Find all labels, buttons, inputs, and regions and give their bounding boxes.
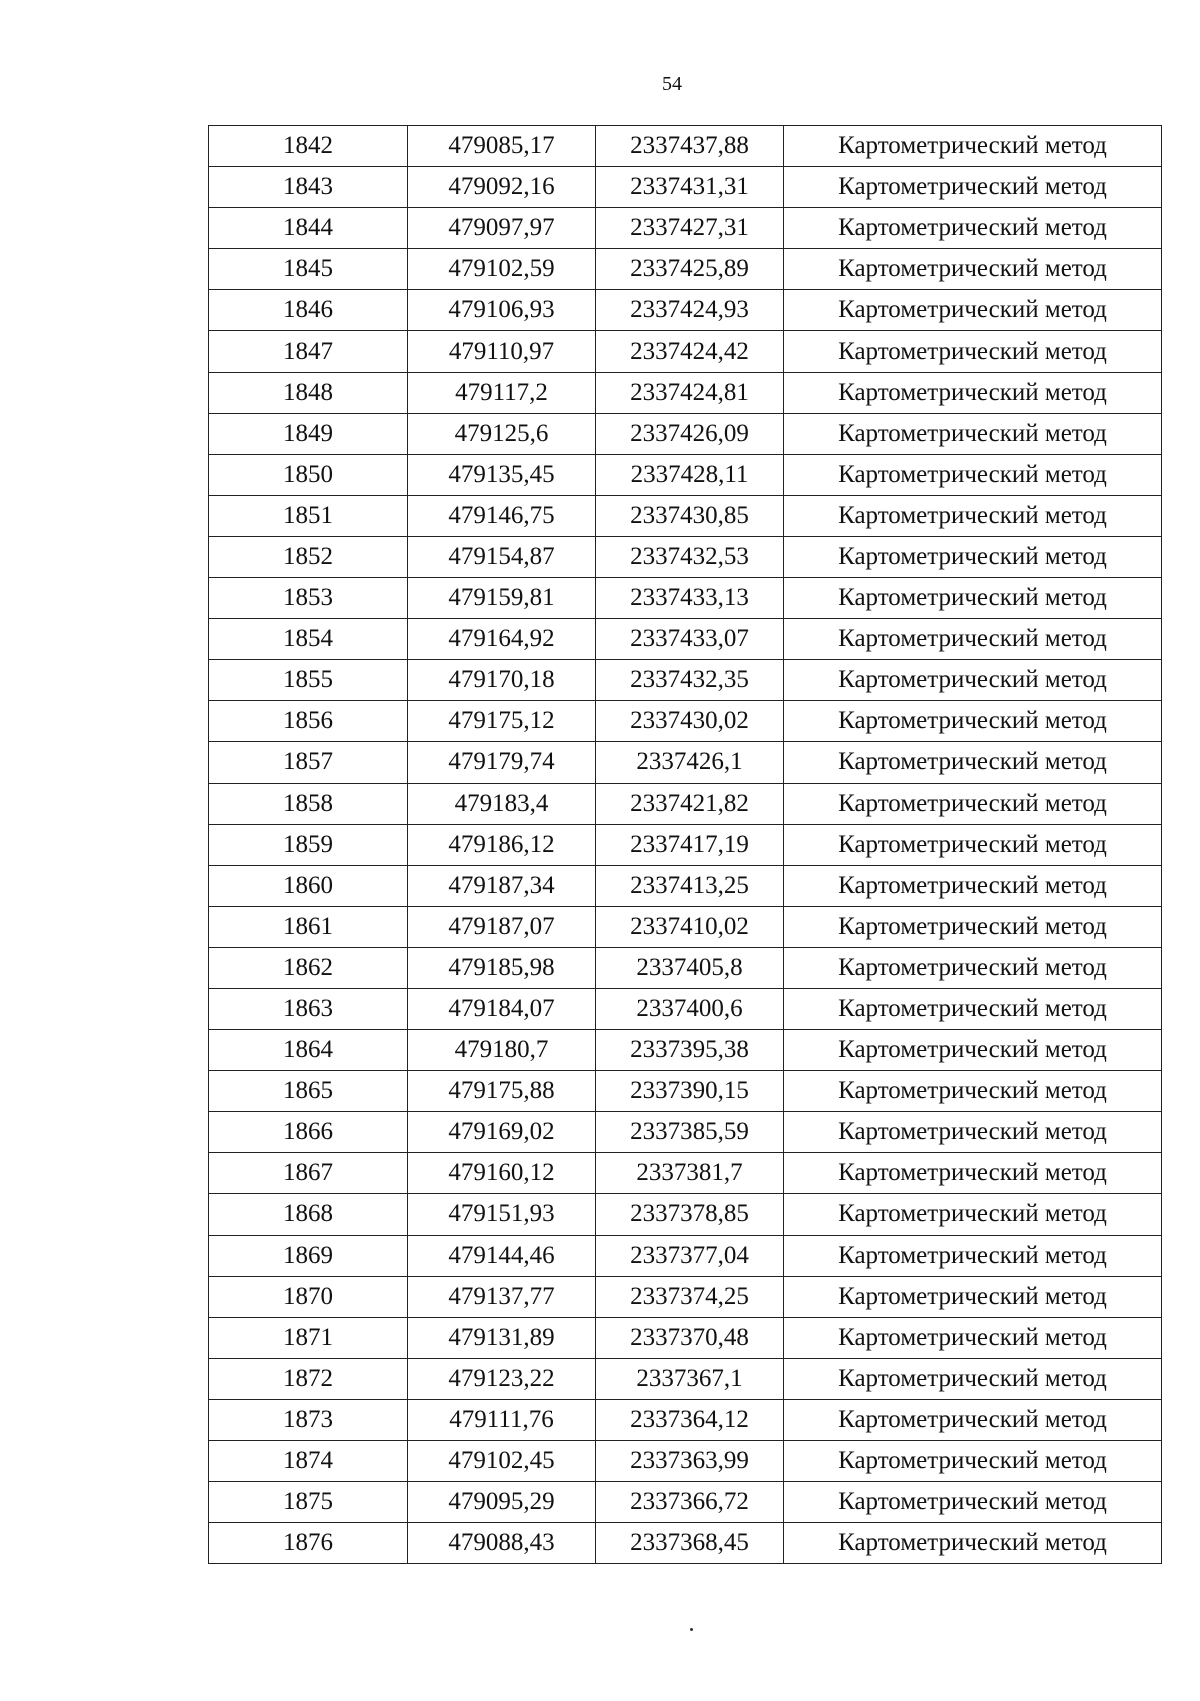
y-coordinate-cell: 2337426,09 xyxy=(596,413,784,454)
x-coordinate-cell: 479187,34 xyxy=(408,865,596,906)
method-cell: Картометрический метод xyxy=(784,249,1162,290)
table-row xyxy=(209,454,1162,495)
table-row xyxy=(209,1441,1162,1482)
point-number-cell: 1863 xyxy=(209,988,408,1029)
x-coordinate-cell: 479186,12 xyxy=(408,824,596,865)
table-row xyxy=(209,1071,1162,1112)
y-coordinate-cell: 2337395,38 xyxy=(596,1030,784,1071)
y-coordinate-cell: 2337425,89 xyxy=(596,249,784,290)
method-cell: Картометрический метод xyxy=(784,1523,1162,1564)
method-cell: Картометрический метод xyxy=(784,167,1162,208)
x-coordinate-cell: 479102,59 xyxy=(408,249,596,290)
method-cell: Картометрический метод xyxy=(784,701,1162,742)
method-cell: Картометрический метод xyxy=(784,1399,1162,1440)
x-coordinate-cell: 479092,16 xyxy=(408,167,596,208)
method-cell: Картометрический метод xyxy=(784,660,1162,701)
y-coordinate-cell: 2337437,88 xyxy=(596,126,784,167)
x-coordinate-cell: 479184,07 xyxy=(408,988,596,1029)
x-coordinate-cell: 479151,93 xyxy=(408,1194,596,1235)
y-coordinate-cell: 2337413,25 xyxy=(596,865,784,906)
y-coordinate-cell: 2337410,02 xyxy=(596,906,784,947)
x-coordinate-cell: 479159,81 xyxy=(408,578,596,619)
point-number-cell: 1871 xyxy=(209,1317,408,1358)
x-coordinate-cell: 479175,88 xyxy=(408,1071,596,1112)
table-row xyxy=(209,1194,1162,1235)
y-coordinate-cell: 2337385,59 xyxy=(596,1112,784,1153)
point-number-cell: 1856 xyxy=(209,701,408,742)
method-cell: Картометрический метод xyxy=(784,413,1162,454)
point-number-cell: 1848 xyxy=(209,372,408,413)
method-cell: Картометрический метод xyxy=(784,372,1162,413)
y-coordinate-cell: 2337421,82 xyxy=(596,783,784,824)
table-row xyxy=(209,1482,1162,1523)
x-coordinate-cell: 479154,87 xyxy=(408,536,596,577)
method-cell: Картометрический метод xyxy=(784,331,1162,372)
x-coordinate-cell: 479135,45 xyxy=(408,454,596,495)
point-number-cell: 1853 xyxy=(209,578,408,619)
table-row xyxy=(209,1358,1162,1399)
method-cell: Картометрический метод xyxy=(784,1030,1162,1071)
x-coordinate-cell: 479085,17 xyxy=(408,126,596,167)
x-coordinate-cell: 479102,45 xyxy=(408,1441,596,1482)
page-number: 54 xyxy=(662,73,682,95)
y-coordinate-cell: 2337430,02 xyxy=(596,701,784,742)
table-row xyxy=(209,701,1162,742)
point-number-cell: 1872 xyxy=(209,1358,408,1399)
point-number-cell: 1869 xyxy=(209,1235,408,1276)
y-coordinate-cell: 2337432,35 xyxy=(596,660,784,701)
point-number-cell: 1865 xyxy=(209,1071,408,1112)
method-cell: Картометрический метод xyxy=(784,208,1162,249)
method-cell: Картометрический метод xyxy=(784,947,1162,988)
table-row xyxy=(209,495,1162,536)
x-coordinate-cell: 479111,76 xyxy=(408,1399,596,1440)
y-coordinate-cell: 2337374,25 xyxy=(596,1276,784,1317)
point-number-cell: 1876 xyxy=(209,1523,408,1564)
point-number-cell: 1847 xyxy=(209,331,408,372)
table-row xyxy=(209,824,1162,865)
point-number-cell: 1845 xyxy=(209,249,408,290)
table-row xyxy=(209,1235,1162,1276)
y-coordinate-cell: 2337424,81 xyxy=(596,372,784,413)
method-cell: Картометрический метод xyxy=(784,1235,1162,1276)
table-row xyxy=(209,906,1162,947)
method-cell: Картометрический метод xyxy=(784,1194,1162,1235)
method-cell: Картометрический метод xyxy=(784,742,1162,783)
y-coordinate-cell: 2337428,11 xyxy=(596,454,784,495)
method-cell: Картометрический метод xyxy=(784,495,1162,536)
table-row xyxy=(209,865,1162,906)
y-coordinate-cell: 2337367,1 xyxy=(596,1358,784,1399)
method-cell: Картометрический метод xyxy=(784,1153,1162,1194)
y-coordinate-cell: 2337427,31 xyxy=(596,208,784,249)
x-coordinate-cell: 479179,74 xyxy=(408,742,596,783)
point-number-cell: 1852 xyxy=(209,536,408,577)
y-coordinate-cell: 2337370,48 xyxy=(596,1317,784,1358)
y-coordinate-cell: 2337363,99 xyxy=(596,1441,784,1482)
table-row xyxy=(209,290,1162,331)
y-coordinate-cell: 2337364,12 xyxy=(596,1399,784,1440)
point-number-cell: 1854 xyxy=(209,619,408,660)
table-row xyxy=(209,947,1162,988)
point-number-cell: 1849 xyxy=(209,413,408,454)
x-coordinate-cell: 479095,29 xyxy=(408,1482,596,1523)
y-coordinate-cell: 2337424,42 xyxy=(596,331,784,372)
point-number-cell: 1850 xyxy=(209,454,408,495)
y-coordinate-cell: 2337424,93 xyxy=(596,290,784,331)
point-number-cell: 1864 xyxy=(209,1030,408,1071)
table-row xyxy=(209,742,1162,783)
table-row xyxy=(209,619,1162,660)
point-number-cell: 1873 xyxy=(209,1399,408,1440)
y-coordinate-cell: 2337431,31 xyxy=(596,167,784,208)
table-row xyxy=(209,372,1162,413)
x-coordinate-cell: 479170,18 xyxy=(408,660,596,701)
y-coordinate-cell: 2337433,07 xyxy=(596,619,784,660)
coordinates-table xyxy=(208,125,1162,1564)
method-cell: Картометрический метод xyxy=(784,578,1162,619)
x-coordinate-cell: 479123,22 xyxy=(408,1358,596,1399)
table-row xyxy=(209,1112,1162,1153)
point-number-cell: 1842 xyxy=(209,126,408,167)
point-number-cell: 1857 xyxy=(209,742,408,783)
method-cell: Картометрический метод xyxy=(784,619,1162,660)
stray-mark xyxy=(690,1628,693,1631)
x-coordinate-cell: 479183,4 xyxy=(408,783,596,824)
x-coordinate-cell: 479106,93 xyxy=(408,290,596,331)
method-cell: Картометрический метод xyxy=(784,988,1162,1029)
point-number-cell: 1851 xyxy=(209,495,408,536)
point-number-cell: 1866 xyxy=(209,1112,408,1153)
x-coordinate-cell: 479097,97 xyxy=(408,208,596,249)
x-coordinate-cell: 479110,97 xyxy=(408,331,596,372)
method-cell: Картометрический метод xyxy=(784,783,1162,824)
point-number-cell: 1875 xyxy=(209,1482,408,1523)
x-coordinate-cell: 479146,75 xyxy=(408,495,596,536)
method-cell: Картометрический метод xyxy=(784,1482,1162,1523)
x-coordinate-cell: 479164,92 xyxy=(408,619,596,660)
method-cell: Картометрический метод xyxy=(784,1112,1162,1153)
point-number-cell: 1860 xyxy=(209,865,408,906)
point-number-cell: 1867 xyxy=(209,1153,408,1194)
table-row xyxy=(209,1523,1162,1564)
y-coordinate-cell: 2337366,72 xyxy=(596,1482,784,1523)
y-coordinate-cell: 2337433,13 xyxy=(596,578,784,619)
point-number-cell: 1862 xyxy=(209,947,408,988)
point-number-cell: 1868 xyxy=(209,1194,408,1235)
method-cell: Картометрический метод xyxy=(784,454,1162,495)
x-coordinate-cell: 479088,43 xyxy=(408,1523,596,1564)
table-row xyxy=(209,988,1162,1029)
method-cell: Картометрический метод xyxy=(784,865,1162,906)
method-cell: Картометрический метод xyxy=(784,1358,1162,1399)
table-row xyxy=(209,783,1162,824)
table-row xyxy=(209,208,1162,249)
table-row xyxy=(209,413,1162,454)
y-coordinate-cell: 2337378,85 xyxy=(596,1194,784,1235)
table-row xyxy=(209,536,1162,577)
x-coordinate-cell: 479144,46 xyxy=(408,1235,596,1276)
method-cell: Картометрический метод xyxy=(784,1441,1162,1482)
method-cell: Картометрический метод xyxy=(784,290,1162,331)
x-coordinate-cell: 479125,6 xyxy=(408,413,596,454)
table-row xyxy=(209,578,1162,619)
method-cell: Картометрический метод xyxy=(784,126,1162,167)
x-coordinate-cell: 479175,12 xyxy=(408,701,596,742)
y-coordinate-cell: 2337368,45 xyxy=(596,1523,784,1564)
table-row xyxy=(209,1317,1162,1358)
x-coordinate-cell: 479185,98 xyxy=(408,947,596,988)
x-coordinate-cell: 479187,07 xyxy=(408,906,596,947)
y-coordinate-cell: 2337417,19 xyxy=(596,824,784,865)
y-coordinate-cell: 2337405,8 xyxy=(596,947,784,988)
y-coordinate-cell: 2337400,6 xyxy=(596,988,784,1029)
table-row xyxy=(209,660,1162,701)
y-coordinate-cell: 2337381,7 xyxy=(596,1153,784,1194)
point-number-cell: 1874 xyxy=(209,1441,408,1482)
table-row xyxy=(209,167,1162,208)
table-row xyxy=(209,126,1162,167)
point-number-cell: 1844 xyxy=(209,208,408,249)
method-cell: Картометрический метод xyxy=(784,1071,1162,1112)
table-row xyxy=(209,249,1162,290)
point-number-cell: 1861 xyxy=(209,906,408,947)
method-cell: Картометрический метод xyxy=(784,906,1162,947)
point-number-cell: 1843 xyxy=(209,167,408,208)
point-number-cell: 1870 xyxy=(209,1276,408,1317)
method-cell: Картометрический метод xyxy=(784,1276,1162,1317)
point-number-cell: 1846 xyxy=(209,290,408,331)
y-coordinate-cell: 2337432,53 xyxy=(596,536,784,577)
y-coordinate-cell: 2337377,04 xyxy=(596,1235,784,1276)
table-row xyxy=(209,1153,1162,1194)
y-coordinate-cell: 2337390,15 xyxy=(596,1071,784,1112)
method-cell: Картометрический метод xyxy=(784,536,1162,577)
x-coordinate-cell: 479160,12 xyxy=(408,1153,596,1194)
table-row xyxy=(209,331,1162,372)
y-coordinate-cell: 2337430,85 xyxy=(596,495,784,536)
x-coordinate-cell: 479131,89 xyxy=(408,1317,596,1358)
method-cell: Картометрический метод xyxy=(784,1317,1162,1358)
coordinates-table-body xyxy=(209,126,1162,1564)
x-coordinate-cell: 479180,7 xyxy=(408,1030,596,1071)
table-row xyxy=(209,1030,1162,1071)
x-coordinate-cell: 479137,77 xyxy=(408,1276,596,1317)
point-number-cell: 1858 xyxy=(209,783,408,824)
method-cell: Картометрический метод xyxy=(784,824,1162,865)
point-number-cell: 1859 xyxy=(209,824,408,865)
point-number-cell: 1855 xyxy=(209,660,408,701)
table-row xyxy=(209,1276,1162,1317)
x-coordinate-cell: 479169,02 xyxy=(408,1112,596,1153)
x-coordinate-cell: 479117,2 xyxy=(408,372,596,413)
y-coordinate-cell: 2337426,1 xyxy=(596,742,784,783)
table-row xyxy=(209,1399,1162,1440)
